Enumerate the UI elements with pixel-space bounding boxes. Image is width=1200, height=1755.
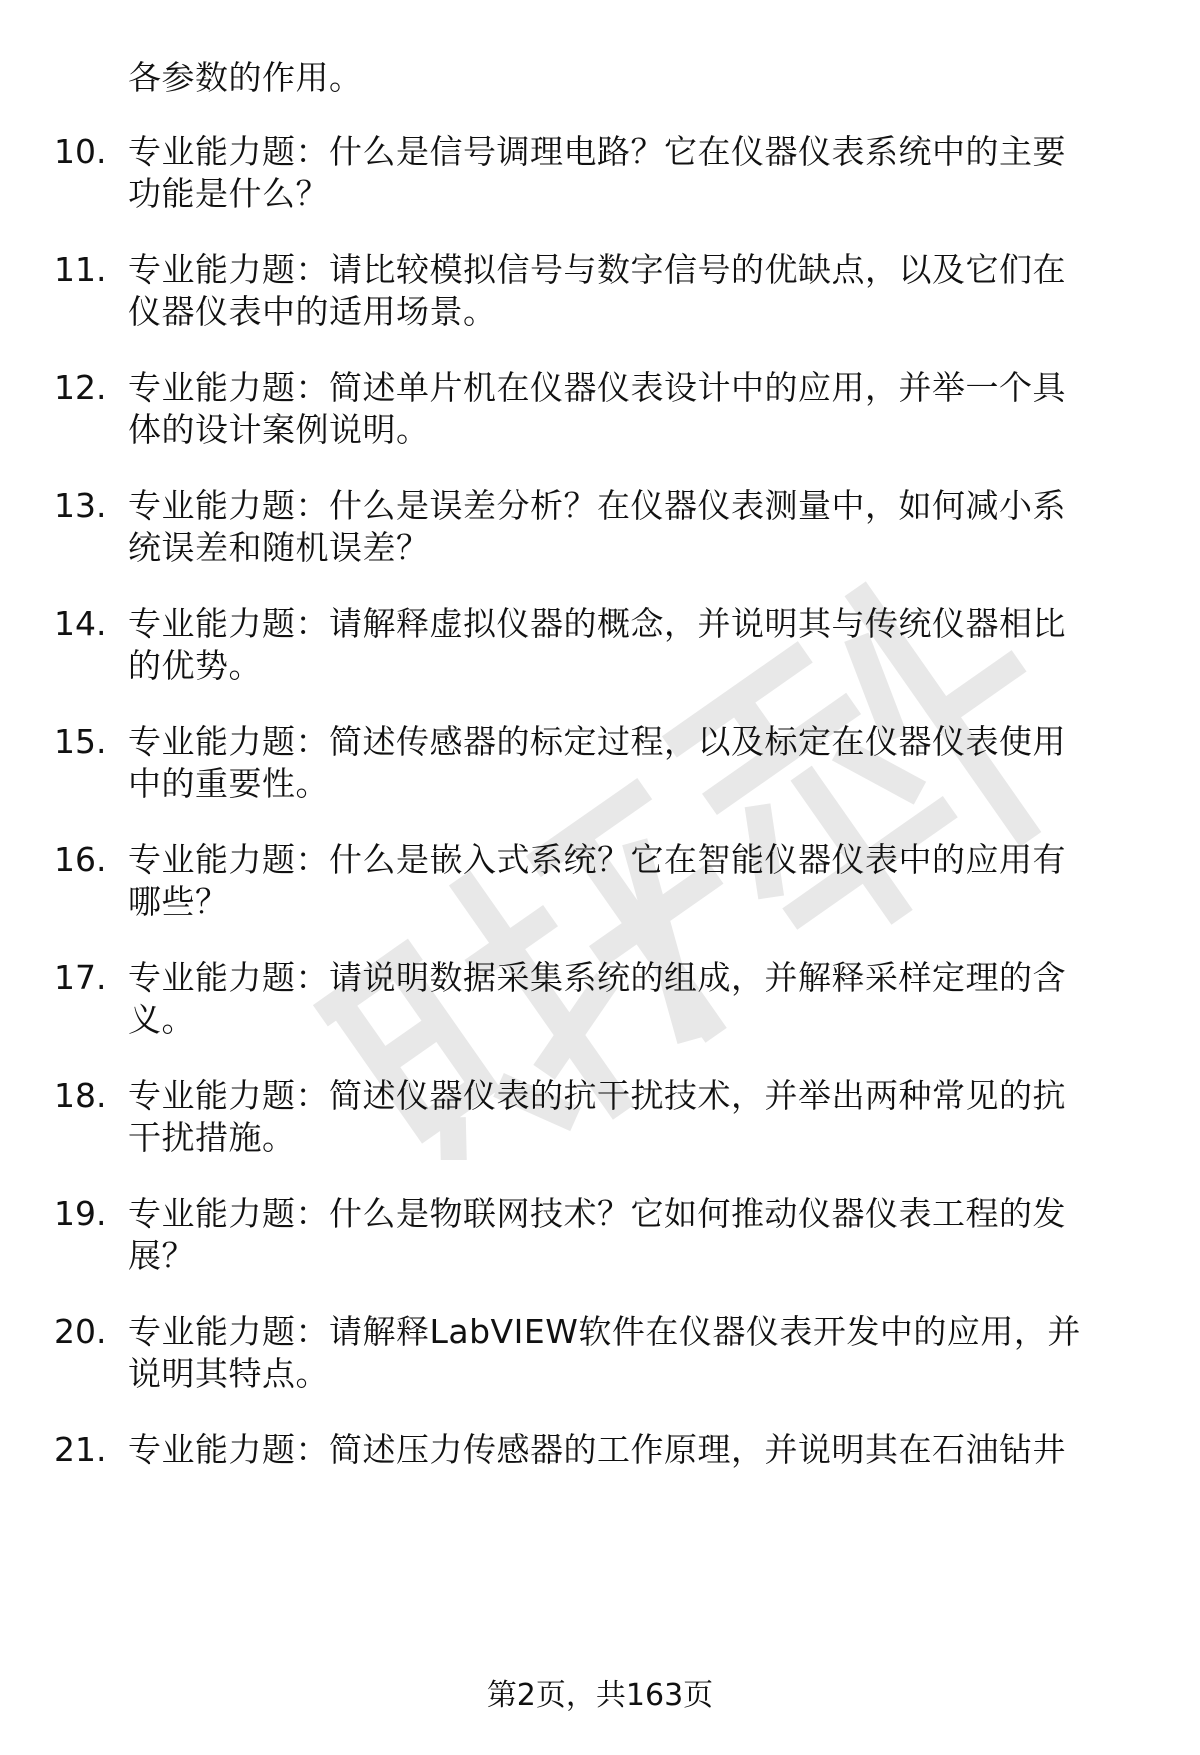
question-text-line2: 统误差和随机误差？ bbox=[128, 528, 430, 567]
question-text-line2: 仪器仪表中的适用场景。 bbox=[128, 292, 497, 331]
question-text-line2: 中的重要性。 bbox=[128, 764, 329, 803]
question-text-line1: 专业能力题：什么是嵌入式系统？它在智能仪器仪表中的应用有 bbox=[128, 840, 1066, 879]
question-number: 10. bbox=[54, 132, 107, 171]
question-number: 19. bbox=[54, 1194, 107, 1233]
page-footer: 第2页，共163页 bbox=[486, 1678, 714, 1713]
question-number: 21. bbox=[54, 1430, 107, 1469]
question-text-line1: 专业能力题：简述仪器仪表的抗干扰技术，并举出两种常见的抗 bbox=[128, 1076, 1066, 1115]
question-number: 16. bbox=[54, 840, 107, 879]
question-text-line2: 说明其特点。 bbox=[128, 1354, 329, 1393]
question-number: 14. bbox=[54, 604, 107, 643]
question-text-line1: 专业能力题：什么是误差分析？在仪器仪表测量中，如何减小系 bbox=[128, 486, 1066, 525]
question-number: 17. bbox=[54, 958, 107, 997]
question-number: 13. bbox=[54, 486, 107, 525]
question-number: 18. bbox=[54, 1076, 107, 1115]
question-text-line2: 义。 bbox=[128, 1000, 195, 1039]
question-text-line1: 专业能力题：简述单片机在仪器仪表设计中的应用，并举一个具 bbox=[128, 368, 1066, 407]
question-text-line1: 专业能力题：简述传感器的标定过程，以及标定在仪器仪表使用 bbox=[128, 722, 1066, 761]
question-text-line2: 干扰措施。 bbox=[128, 1118, 296, 1157]
question-number: 12. bbox=[54, 368, 107, 407]
question-number: 20. bbox=[54, 1312, 107, 1351]
question-text-line1: 专业能力题：请解释LabVIEW软件在仪器仪表开发中的应用，并 bbox=[128, 1312, 1081, 1351]
question-number: 11. bbox=[54, 250, 107, 289]
question-text-line2: 体的设计案例说明。 bbox=[128, 410, 430, 449]
question-text-line2: 功能是什么？ bbox=[128, 174, 329, 213]
question-text-line1: 专业能力题：请说明数据采集系统的组成，并解释采样定理的含 bbox=[128, 958, 1066, 997]
question-text-line1: 专业能力题：请解释虚拟仪器的概念，并说明其与传统仪器相比 bbox=[128, 604, 1066, 643]
question-text-line1: 专业能力题：什么是信号调理电路？它在仪器仪表系统中的主要 bbox=[128, 132, 1066, 171]
question-number: 15. bbox=[54, 722, 107, 761]
intro-line: 各参数的作用。 bbox=[128, 58, 363, 97]
question-text-line1: 专业能力题：什么是物联网技术？它如何推动仪器仪表工程的发 bbox=[128, 1194, 1066, 1233]
question-text-line2: 的优势。 bbox=[128, 646, 262, 685]
question-text-line2: 展？ bbox=[128, 1236, 195, 1275]
question-text-line2: 哪些？ bbox=[128, 882, 229, 921]
question-text-line1: 专业能力题：简述压力传感器的工作原理，并说明其在石油钻井 bbox=[128, 1430, 1066, 1469]
question-text-line1: 专业能力题：请比较模拟信号与数字信号的优缺点，以及它们在 bbox=[128, 250, 1066, 289]
